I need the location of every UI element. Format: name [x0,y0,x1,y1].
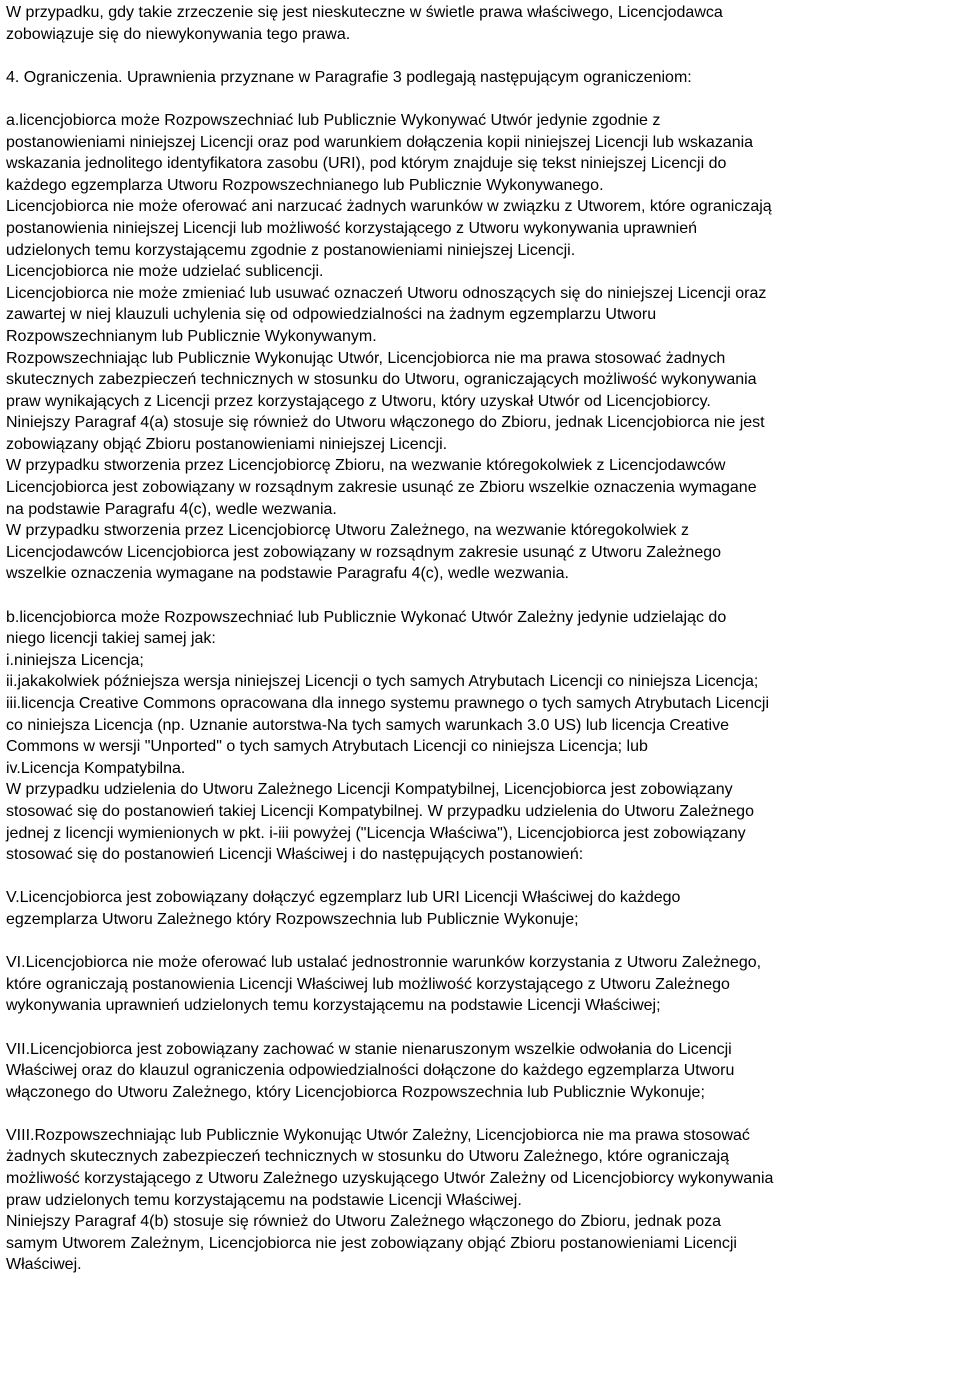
list-item-v: V.Licencjobiorca jest zobowiązany dołączyć egzemplarz lub URI Licencji Właściwej do każdego egzemplarza Utworu Zależnego który Rozpowszechnia lub Publicznie Wykonuje; [6,889,681,928]
paragraph-4a-collection: Niniejszy Paragraf 4(a) stosuje się również do Utworu włączonego do Zbioru, jednak Licencjobiorca nie jest zobowiązany objąć Zbioru postanowieniami niniejszej Licencji. [6,414,765,453]
blank-line [6,1103,960,1125]
paragraph-waiver-note: W przypadku, gdy takie zrzeczenie się jest nieskuteczne w świetle prawa właściwego, Licencjodawca zobowiązuje się do niewykonywania tego prawa. [6,4,723,43]
paragraph-4a-collection-removal: W przypadku stworzenia przez Licencjobiorcę Zbioru, na wezwanie któregokolwiek z Licencjodawców Licencjobiorca jest zobowiązany w rozsądnym zakresie usunąć ze Zbioru wszelkie oznaczenia wymagane na podstawie Paragrafu 4(c), wedle wezwania. [6,457,757,518]
list-item-iii: iii.licencja Creative Commons opracowana dla innego systemu prawnego o tych samych Atrybutach Licencji co niniejsza Licencja (np. Uznanie autorstwa-Na tych samych warunkach 3.0 US) lub licencja Creative Commons w wersji "Unported" o tych samych Atrybutach Licencji co niniejsza Licencja; lub [6,695,770,756]
blank-line [6,931,960,953]
paragraph-4a-no-sublicense: Licencjobiorca nie może udzielać sublicencji. [6,263,324,281]
paragraph-4a: a.licencjobiorca może Rozpowszechniać lub Publicznie Wykonywać Utwór jedynie zgodnie z postanowieniami niniejszej Licencji oraz pod warunkiem dołączenia kopii niniejszej Licencji lub wskazania wskazania jednolitego identyfikatora zasobu (URI), pod którym znajduje się tekst niniejszej Licencji do każdego egzemplarza Utworu Rozpowszechnianego lub Publicznie Wykonywanego. [6,111,754,194]
paragraph-4a-no-conditions: Licencjobiorca nie może oferować ani narzucać żadnych warunków w związku z Utworem, które ograniczają postanowienia niniejszej Licencji lub możliwość korzystającego z Utworu wykonywania uprawnień udzielonych temu korzystającemu zgodnie z postanowieniami niniejszej Licencji. [6,198,772,259]
blank-line [6,1017,960,1039]
blank-line [6,45,960,67]
paragraph-4a-no-remove-notices: Licencjobiorca nie może zmieniać lub usuwać oznaczeń Utworu odnoszących się do niniejszej Licencji oraz zawartej w niej klauzuli uchylenia się od odpowiedzialności na żadnym egzemplarzu Utworu Rozpowszechnianym lub Publicznie Wykonywanym. [6,284,767,345]
list-item-vii: VII.Licencjobiorca jest zobowiązany zachować w stanie nienaruszonym wszelkie odwołania do Licencji Właściwej oraz do klauzul ograniczenia odpowiedzialności dołączone do każdego egzemplarza Utworu włączonego do Utworu Zależnego, który Licencjobiorca Rozpowszechnia lub Publicznie Wykonuje; [6,1040,735,1101]
list-item-i: i.niniejsza Licencja; [6,651,144,669]
blank-line [6,585,960,607]
paragraph-4a-no-drm: Rozpowszechniając lub Publicznie Wykonując Utwór, Licencjobiorca nie ma prawa stosować żadnych skutecznych zabezpieczeń technicznych w stosunku do Utworu, ograniczających możliwość wykonywania praw wynikających z Licencji przez korzystającego z Utworu, który uzyskał Utwór od Licencjobiorcy. [6,349,757,410]
paragraph-4b: b.licencjobiorca może Rozpowszechniać lub Publicznie Wykonać Utwór Zależny jedynie udzielając do niego licencji takiej samej jak: [6,608,727,648]
section-4-heading: 4. Ograniczenia. Uprawnienia przyznane w Paragrafie 3 podlegają następującym ograniczeniom: [6,68,692,86]
list-item-ii: ii.jakakolwiek późniejsza wersja niniejszej Licencji o tych samych Atrybutach Licencji co niniejsza Licencja; [6,673,759,691]
document-body [6,2,960,1276]
list-item-iv: iv.Licencja Kompatybilna. [6,759,186,777]
paragraph-4b-compatible: W przypadku udzielenia do Utworu Zależnego Licencji Kompatybilnej, Licencjobiorca jest zobowiązany stosować się do postanowień takiej Licencji Kompatybilnej. W przypadku udzielenia do Utworu Zależnego jednej z licencji wymienionych w pkt. i-iii powyżej ("Licencja Właściwa"), Licencjobiorca jest zobowiązany stosować się do postanowień Licencji Właściwej i do następujących postanowień: [6,781,754,864]
blank-line [6,88,960,110]
paragraph-4a-derivative-removal: W przypadku stworzenia przez Licencjobiorcę Utworu Zależnego, na wezwanie któregokolwiek z Licencjodawców Licencjobiorca jest zobowiązany w rozsądnym zakresie usunąć z Utworu Zależnego wszelkie oznaczenia wymagane na podstawie Paragrafu 4(c), wedle wezwania. [6,522,722,583]
paragraph-4b-collection: Niniejszy Paragraf 4(b) stosuje się również do Utworu Zależnego włączonego do Zbioru, jednak poza samym Utworem Zależnym, Licencjobiorca nie jest zobowiązany objąć Zbioru postanowieniami Licencji Właściwej. [6,1213,737,1274]
list-item-viii: VIII.Rozpowszechniając lub Publicznie Wykonując Utwór Zależny, Licencjobiorca nie ma prawa stosować żadnych skutecznych zabezpieczeń technicznych w stosunku do Utworu Zależnego, które ograniczają możliwość korzystającego z Utworu Zależnego uzyskującego Utwór Zależny od Licencjobiorcy wykonywania praw udzielonych temu korzystającemu na podstawie Licencji Właściwej. [6,1126,774,1209]
blank-line [6,866,960,888]
list-item-vi: VI.Licencjobiorca nie może oferować lub ustalać jednostronnie warunków korzystania z Utworu Zależnego, które ograniczają postanowienia Licencji Właściwej lub możliwość korzystającego z Utworu Zależnego wykonywania uprawnień udzielonych temu korzystającemu na podstawie Licencji Właściwej; [6,954,762,1015]
